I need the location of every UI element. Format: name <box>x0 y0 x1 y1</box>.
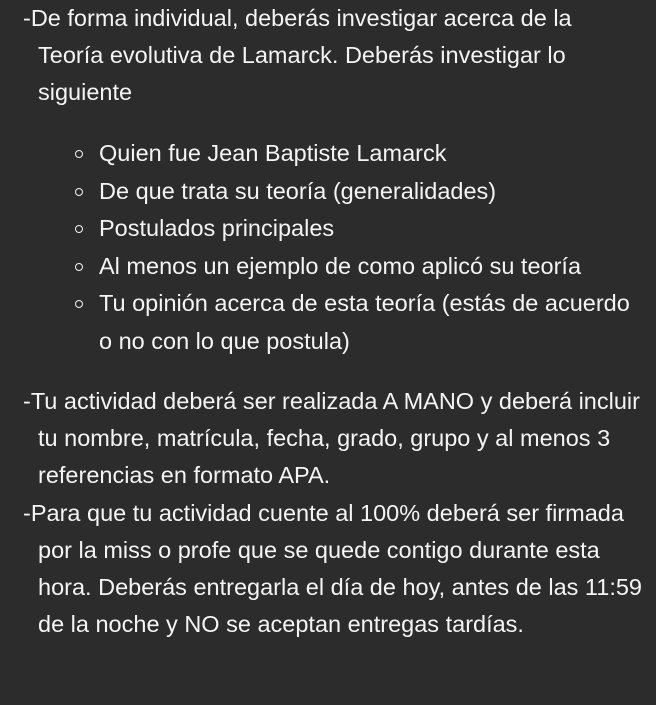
list-item-text: Tu opinión acerca de esta teoría (estás de acuerdo o no con lo que postula) <box>99 290 630 354</box>
activity-paragraph: -Tu actividad deberá ser realizada A MANO y deberá incluir tu nombre, matrícula, fecha, grado, grupo y al menos 3 referencias en formato APA. <box>23 388 640 488</box>
list-item-text: Quien fue Jean Baptiste Lamarck <box>99 140 447 166</box>
list-item <box>99 135 642 173</box>
list-item-text: De que trata su teoría (generalidades) <box>99 177 497 204</box>
list-item <box>99 210 642 248</box>
list-item-text: Postulados principales <box>99 215 335 241</box>
list-item <box>99 248 642 286</box>
intro-paragraph: -De forma individual, deberás investigar acerca de la Teoría evolutiva de Lamarck. Deberás investigar lo siguiente <box>23 5 572 105</box>
list-item-text: Al menos un ejemplo de como aplicó su teoría <box>99 252 582 279</box>
list-item <box>99 173 642 211</box>
research-topics-list <box>99 135 642 360</box>
signature-paragraph: -Para que tu actividad cuente al 100% deberá ser firmada por la miss o profe que se quede contigo durante esta hora. Deberás entregarla el día de hoy, antes de las 11:59 de la noche y NO se aceptan entregas tardías. <box>23 500 643 637</box>
hollow-bullet-icon <box>75 300 83 308</box>
hollow-bullet-icon <box>75 225 83 233</box>
list-item <box>99 285 642 360</box>
hollow-bullet-icon <box>75 150 83 158</box>
hollow-bullet-icon <box>75 263 83 271</box>
hollow-bullet-icon <box>75 188 83 196</box>
